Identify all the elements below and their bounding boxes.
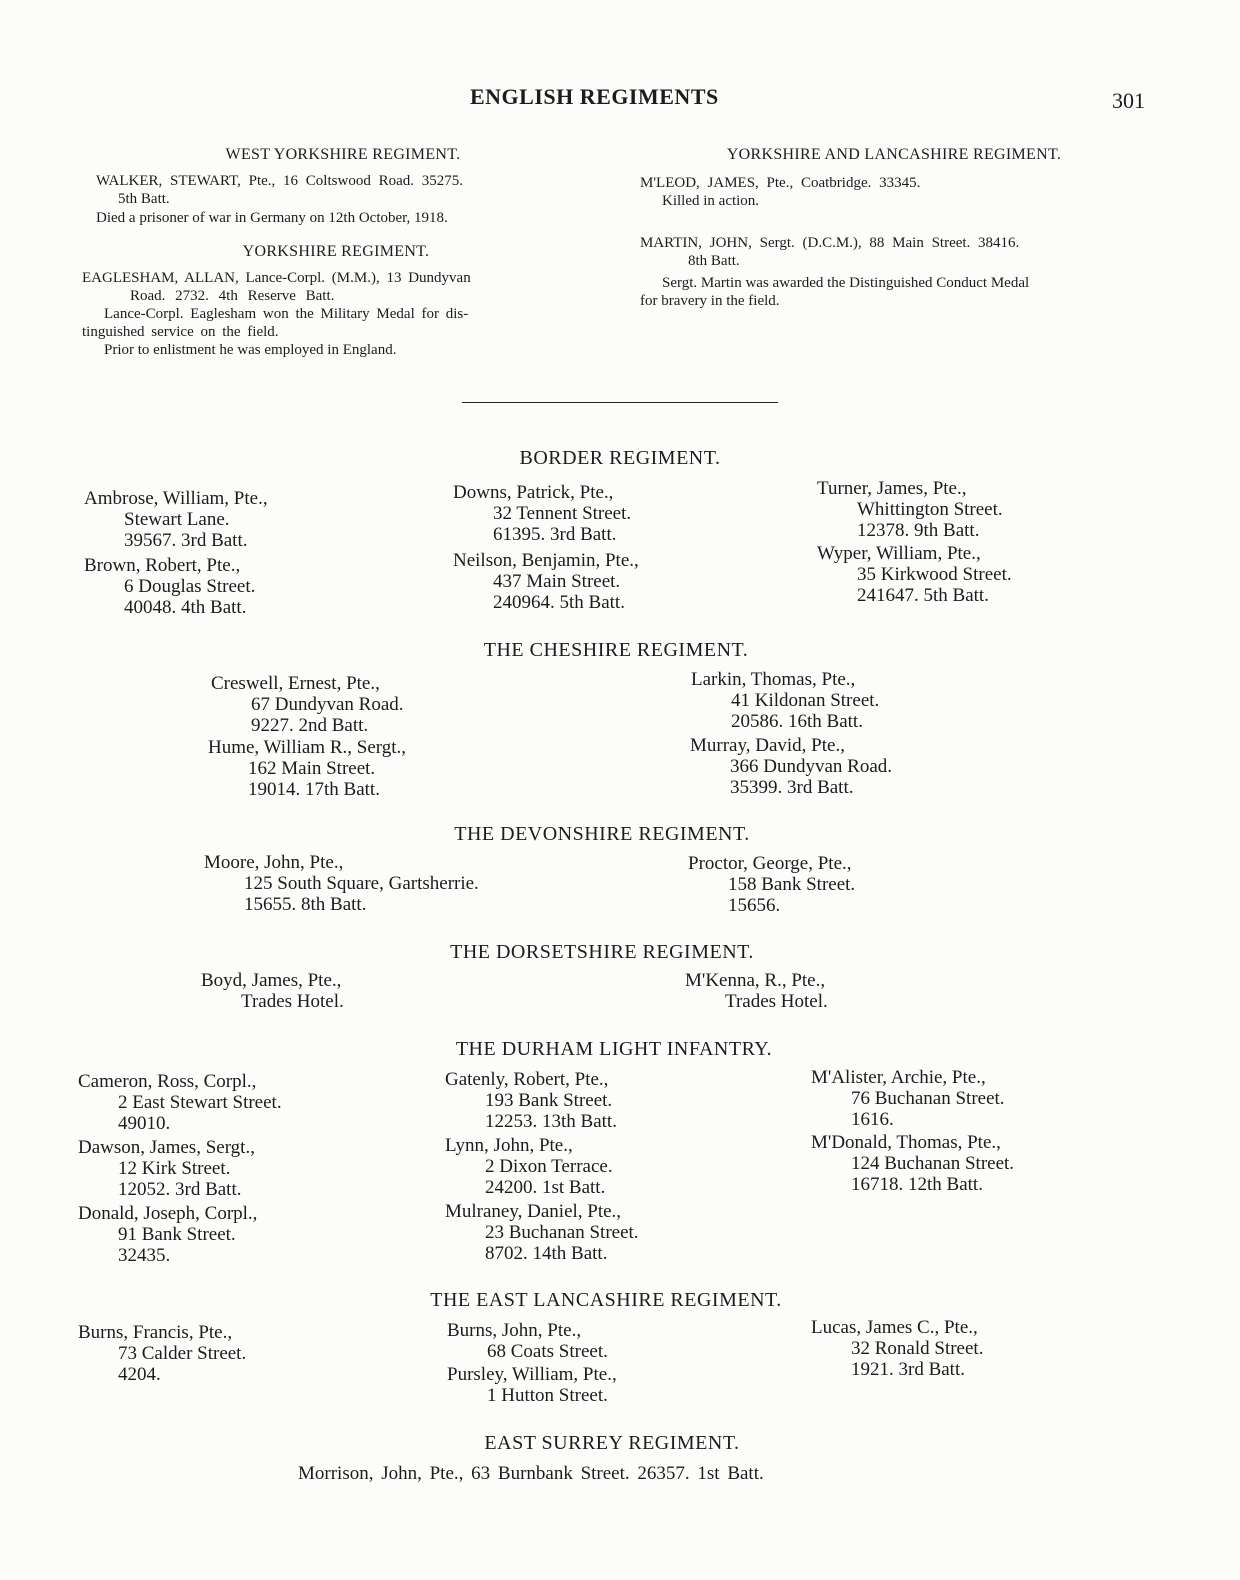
entry-address: 125 South Square, Gartsherrie. [244,873,479,894]
entry-name: Lynn, John, Pte., [445,1135,573,1156]
entry-line: 5th Batt. [118,191,170,207]
entry-address: 41 Kildonan Street. [731,690,880,711]
entry-number: 35399. 3rd Batt. [730,777,854,798]
entry-address: 437 Main Street. [493,571,621,592]
regiment-heading: BORDER REGIMENT. [519,447,721,469]
entry-name: Cameron, Ross, Corpl., [78,1071,257,1092]
entry-name: M'Alister, Archie, Pte., [811,1067,986,1088]
entry-address: 32 Tennent Street. [493,503,632,524]
entry-name: Creswell, Ernest, Pte., [211,673,380,694]
entry-number: 12378. 9th Batt. [857,520,980,541]
entry-line: WALKER, STEWART, Pte., 16 Coltswood Road. 35275. [96,173,463,189]
page-header [0,84,1240,118]
entry-number: 12052. 3rd Batt. [118,1179,242,1200]
entry-name: Murray, David, Pte., [690,735,845,756]
entry-address: 73 Calder Street. [118,1343,247,1364]
roll-entry [690,735,892,798]
entry-address: 2 Dixon Terrace. [485,1156,613,1177]
entry-number: 40048. 4th Batt. [124,597,247,618]
entry-address: 23 Buchanan Street. [485,1222,639,1243]
regiment-heading: THE EAST LANCASHIRE REGIMENT. [430,1289,782,1311]
entry-name: M'Kenna, R., Pte., [685,970,826,991]
entry-number: 39567. 3rd Batt. [124,530,248,551]
entry-number: 15655. 8th Batt. [244,894,367,915]
roll-entry [78,1137,255,1200]
entry-line: MARTIN, JOHN, Sergt. (D.C.M.), 88 Main Street. 38416. [640,235,1020,251]
yorkshire-lancashire-block [640,146,1148,310]
entry-name: Burns, Francis, Pte., [78,1322,233,1343]
entry-name: Donald, Joseph, Corpl., [78,1203,258,1224]
regiment-heading: THE DORSETSHIRE REGIMENT. [450,941,754,963]
roll-entry [447,1364,617,1406]
regiment-heading: THE DURHAM LIGHT INFANTRY. [455,1038,773,1060]
entry-address: 1 Hutton Street. [487,1385,608,1406]
entry-name: Downs, Patrick, Pte., [453,482,614,503]
entry-number: 61395. 3rd Batt. [493,524,617,545]
regiment-heading: YORKSHIRE AND LANCASHIRE REGIMENT. [726,146,1062,163]
roll-entry [691,669,879,732]
roll-entry [811,1317,983,1380]
entry-number: 9227. 2nd Batt. [251,715,369,736]
entry-number: 16718. 12th Batt. [851,1174,983,1195]
roll-entry [445,1201,639,1264]
entry-number: 32435. [118,1245,171,1266]
entry-line: 8th Batt. [688,253,740,269]
entry-address: Stewart Lane. [124,509,230,530]
roll-entry [445,1069,617,1132]
roll-entry [208,737,406,800]
entry-address: 158 Bank Street. [728,874,856,895]
entry-number: 240964. 5th Batt. [493,592,625,613]
entry-name: M'Donald, Thomas, Pte., [811,1132,1001,1153]
entry-name: Lucas, James C., Pte., [811,1317,978,1338]
entry-name: Mulraney, Daniel, Pte., [445,1201,622,1222]
entry-line: EAGLESHAM, ALLAN, Lance-Corpl. (M.M.), 13 Dundyvan [82,270,471,286]
roll-entry [211,673,404,736]
entry-name: Boyd, James, Pte., [201,970,342,991]
entry-line: tinguished service on the field. [82,324,279,340]
entry-address: 162 Main Street. [248,758,376,779]
entry-line: Prior to enlistment he was employed in England. [104,342,397,358]
entry-name: Ambrose, William, Pte., [84,488,268,509]
entry-address: 67 Dundyvan Road. [251,694,404,715]
roll-entry [78,1071,282,1134]
entry-number: 24200. 1st Batt. [485,1177,606,1198]
roll-entry [811,1067,1005,1130]
roll-entry [453,550,639,613]
entry-address: 6 Douglas Street. [124,576,256,597]
entry-line: for bravery in the field. [640,293,780,309]
west-yorkshire-block [96,146,590,227]
roll-entry [817,543,1012,606]
regiment-heading: THE DEVONSHIRE REGIMENT. [454,823,750,845]
roll-entry [453,482,631,545]
entry-address: 35 Kirkwood Street. [857,564,1012,585]
entry-line: Sergt. Martin was awarded the Distinguished Conduct Medal [662,275,1030,291]
roll-entry [685,970,828,1012]
regiment-heading: WEST YORKSHIRE REGIMENT. [225,146,461,163]
roll-entry [688,853,855,916]
roll-entry [811,1132,1014,1195]
entry-name: Larkin, Thomas, Pte., [691,669,856,690]
entry-name: Wyper, William, Pte., [817,543,981,564]
entry-address: 76 Buchanan Street. [851,1088,1005,1109]
entry-address: 91 Bank Street. [118,1224,236,1245]
regiment-heading: THE CHESHIRE REGIMENT. [483,639,749,661]
entry-name: Moore, John, Pte., [204,852,344,873]
entry-line: Killed in action. [662,193,760,209]
entry-name: Neilson, Benjamin, Pte., [453,550,639,571]
entry-name: Hume, William R., Sergt., [208,737,407,758]
roll-entry [201,970,344,1012]
entry-address: 32 Ronald Street. [851,1338,984,1359]
entry-address: Trades Hotel. [241,991,344,1012]
entry-address: 193 Bank Street. [485,1090,613,1111]
roll-entry [78,1203,257,1266]
entry-address: 2 East Stewart Street. [118,1092,282,1113]
entry-address: 124 Buchanan Street. [851,1153,1015,1174]
entry-name: Brown, Robert, Pte., [84,555,241,576]
entry-line: Road. 2732. 4th Reserve Batt. [130,288,335,304]
entry-name: Dawson, James, Sergt., [78,1137,255,1158]
roll-entry [298,1463,764,1484]
entry-name: Gatenly, Robert, Pte., [445,1069,609,1090]
roll-entry [447,1320,608,1362]
entry-name: Turner, James, Pte., [817,478,967,499]
entry-line: M'LEOD, JAMES, Pte., Coatbridge. 33345. [640,175,921,191]
entry-name: Proctor, George, Pte., [688,853,852,874]
page-number: 301 [1112,88,1145,113]
section-divider [462,402,778,403]
roll-entry [817,478,1003,541]
entry-number: 49010. [118,1113,171,1134]
roll-entry [78,1322,246,1385]
regiment-heading: EAST SURREY REGIMENT. [484,1432,740,1454]
entry-number: 12253. 13th Batt. [485,1111,617,1132]
roll-entry [84,555,255,618]
entry-address: 366 Dundyvan Road. [730,756,893,777]
entry-address: Whittington Street. [857,499,1003,520]
entry-number: 19014. 17th Batt. [248,779,380,800]
entry-address: Trades Hotel. [725,991,828,1012]
roll-entry [84,488,268,551]
regiment-heading: YORKSHIRE REGIMENT. [242,243,430,260]
entry-line: Lance-Corpl. Eaglesham won the Military Medal for dis- [104,306,469,322]
entry-address: 68 Coats Street. [487,1341,608,1362]
roll-entry [204,852,479,915]
entry-address: 12 Kirk Street. [118,1158,231,1179]
entry-number: 4204. [118,1364,161,1385]
entry-number: 241647. 5th Batt. [857,585,989,606]
entry-number: 1921. 3rd Batt. [851,1359,965,1380]
entry-number: 20586. 16th Batt. [731,711,863,732]
entry-line: Died a prisoner of war in Germany on 12th October, 1918. [96,210,448,226]
entry-number: 8702. 14th Batt. [485,1243,608,1264]
entry-name: Burns, John, Pte., [447,1320,582,1341]
entry-number: 1616. [851,1109,894,1130]
entry-name: Pursley, William, Pte., [447,1364,617,1385]
yorkshire-block [82,243,590,359]
roll-entry [445,1135,613,1198]
entry-number: 15656. [728,895,781,916]
page-title: ENGLISH REGIMENTS [470,84,719,109]
entry-line: Morrison, John, Pte., 63 Burnbank Street. 26357. 1st Batt. [298,1463,764,1484]
